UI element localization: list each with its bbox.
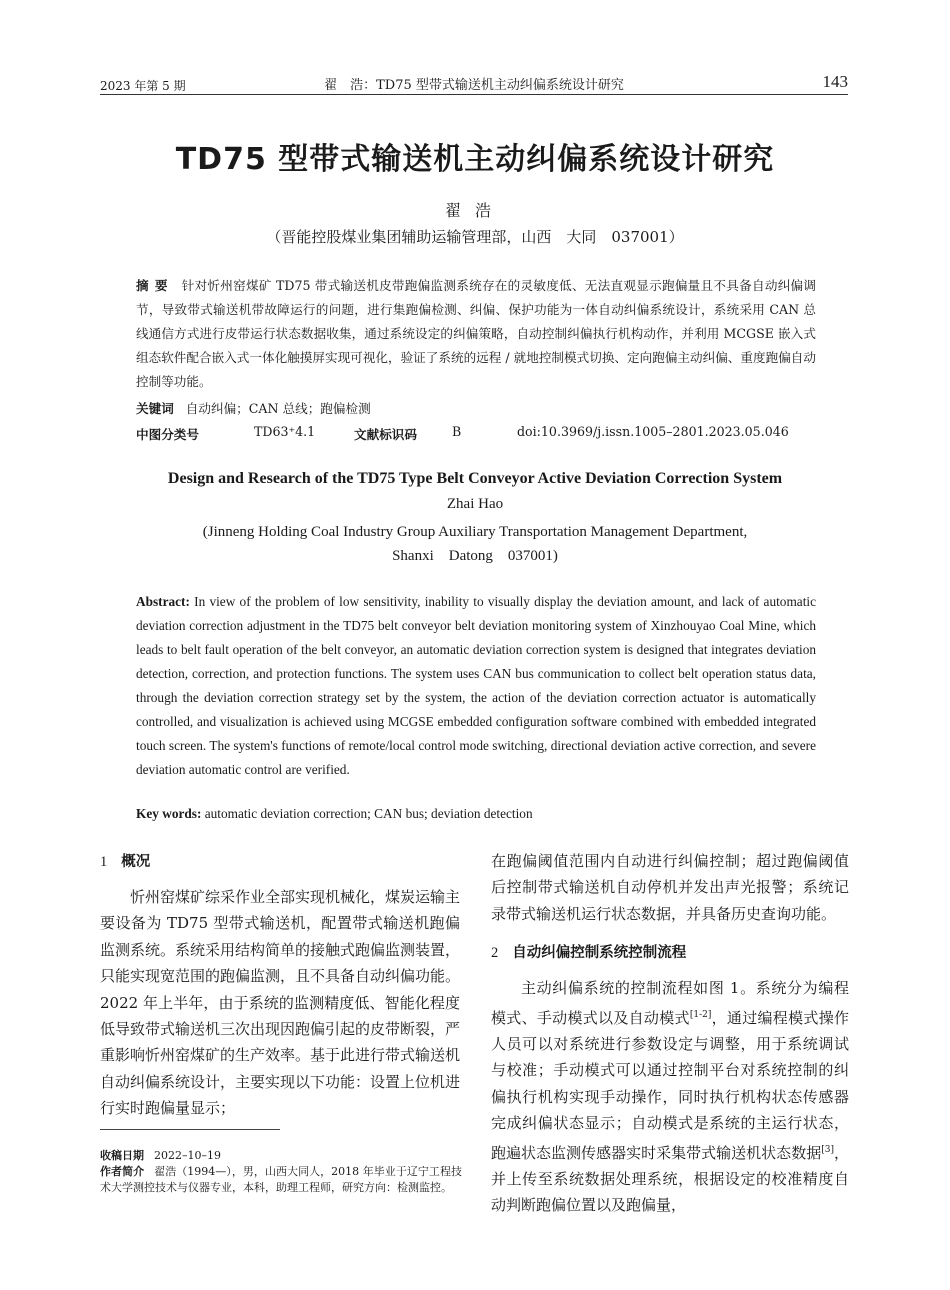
section-2-title: 自动纠偏控制系统控制流程 [512, 945, 687, 962]
section-2-text-c: ，并上传至系统数据处理系统，根据设定的校准精度自动判断跑偏位置以及跑偏量， [491, 1143, 849, 1215]
footnote-rule [100, 1129, 280, 1130]
journal-issue: 2023 年第 5 期 [100, 79, 186, 93]
author-cn: 翟浩 [444, 201, 505, 220]
affiliation-en-line1: (Jinneng Holding Coal Industry Group Auxiliary Transportation Management Department, [202, 524, 748, 540]
author-bio [100, 1164, 462, 1196]
section-1-paragraph-continued: 在跑偏阈值范围内自动进行纠偏控制；超过跑偏阈值后控制带式输送机自动停机并发出声光报警；系统记录带式输送机运行状态数据，并具备历史查询功能。 [491, 852, 849, 923]
affiliation-en [0, 520, 950, 568]
received-label: 收稿日期 [100, 1149, 144, 1162]
received-date [100, 1148, 462, 1164]
running-header [100, 74, 848, 94]
affiliation-en-line2: Shanxi Datong 037001) [392, 548, 558, 564]
clc-value: TD63⁺4.1 [254, 424, 316, 439]
abstract-en-label: Abstract: [136, 594, 190, 609]
affiliation-cn: （晋能控股煤业集团辅助运输管理部，山西 大同 037001） [266, 228, 684, 246]
keywords-en [136, 806, 533, 822]
citation-1-2: [1-2] [689, 1009, 712, 1020]
keywords-cn [136, 398, 371, 417]
received-value: 2022–10–19 [154, 1149, 221, 1162]
section-2-text-a: 主动纠偏系统的控制流程如图 1。系统分为编程模式、手动模式以及自动模式 [491, 979, 849, 1027]
body-column-right [491, 848, 849, 1219]
paper-title-en: Design and Research of the TD75 Type Belt Conveyor Active Deviation Correction System [167, 470, 783, 487]
header-rule [100, 94, 848, 95]
keywords-en-text: automatic deviation correction; CAN bus; deviation detection [204, 806, 533, 821]
section-1-heading [100, 848, 460, 876]
abstract-en-text: In view of the problem of low sensitivity, inability to visually display the deviation amount, and lack of automatic deviation correction adjustment in the TD75 belt conveyor belt deviation monitoring system of Xinzhouyao Coal Mine, which leads to belt fault operation of the belt conveyor, an automatic deviation correction system is designed that integrates deviation detection, correction, and protection functions. The system uses CAN bus communication to collect belt operation status data, through the deviation correction strategy set by the system, the action of the deviation correction actuator is automatically controlled, and visualization is achieved using MCGSE embedded configuration software combined with embedded integrated touch screen. The system's functions of remote/local control mode switching, directional deviation active correction, and severe deviation automatic control are verified. [136, 594, 816, 777]
abstract-cn [136, 274, 816, 394]
section-1-title: 概况 [121, 854, 151, 870]
section-2-paragraph [491, 975, 849, 1219]
body-column-left [100, 848, 460, 1122]
abstract-cn-label: 摘要 [136, 278, 174, 293]
author-en: Zhai Hao [446, 496, 504, 512]
abstract-en [136, 590, 816, 782]
section-2-heading [491, 939, 849, 967]
footnote [100, 1148, 462, 1196]
page-number: 143 [822, 72, 848, 91]
keywords-cn-label: 关键词 [136, 401, 174, 416]
keywords-en-label: Key words: [136, 806, 202, 821]
doc-code-value: B [452, 424, 462, 439]
keywords-cn-text: 自动纠偏；CAN 总线；跑偏检测 [185, 401, 371, 416]
citation-3: [3] [821, 1144, 834, 1155]
doc-code-label: 文献标识码 [354, 427, 417, 442]
abstract-cn-text: 针对忻州窑煤矿 TD75 带式输送机皮带跑偏监测系统存在的灵敏度低、无法直观显示跑偏量且不具备自动纠偏调节，导致带式输送机带故障运行的问题，进行集跑偏检测、纠偏、保护功能为一体自动纠偏系统设计，系统采用 CAN 总线通信方式进行皮带运行状态数据收集，通过系统设定的纠偏策略，自动控制纠偏执行机构动作，并利用 MCGSE 嵌入式组态软件配合嵌入式一体化触摸屏实现可视化，验证了系统的远程 / 就地控制模式切换、定向跑偏主动纠偏、重度跑偏自动控制等功能。 [136, 278, 816, 389]
section-1-number: 1 [100, 854, 108, 870]
author-bio-text: 翟浩（1994—），男，山西大同人，2018 年毕业于辽宁工程技术大学测控技术与仪器专业，本科，助理工程师，研究方向：检测监控。 [100, 1165, 463, 1194]
section-1-paragraph: 忻州窑煤矿综采作业全部实现机械化，煤炭运输主要设备为 TD75 型带式输送机，配置带式输送机跑偏监测系统。系统采用结构简单的接触式跑偏监测装置，只能实现宽范围的跑偏监测，且不具备自动纠偏功能。2022 年上半年，由于系统的监测精度低、智能化程度低导致带式输送机三次出现因跑偏引起的皮带断裂，严重影响忻州窑煤矿的生产效率。基于此进行带式输送机自动纠偏系统设计，主要实现以下功能：设置上位机进行实时跑偏量显示； [100, 888, 461, 1118]
author-bio-label: 作者简介 [100, 1165, 145, 1178]
doi: doi:10.3969/j.issn.1005–2801.2023.05.046 [517, 424, 789, 439]
section-2-number: 2 [491, 945, 499, 962]
clc-label: 中图分类号 [136, 427, 199, 442]
running-title: 翟 浩：TD75 型带式输送机主动纠偏系统设计研究 [324, 78, 624, 93]
paper-title-cn: TD75 型带式输送机主动纠偏系统设计研究 [175, 142, 775, 177]
section-2-text-b: ，通过编程模式操作人员可以对系统进行参数设定与调整，用于系统调试与校准；手动模式可以通过控制平台对系统控制的纠偏执行机构实现手动操作，同时执行机构状态传感器完成纠偏状态显示；自动模式是系统的主运行状态，跑遍状态监测传感器实时采集带式输送机状态数据 [491, 1008, 849, 1162]
